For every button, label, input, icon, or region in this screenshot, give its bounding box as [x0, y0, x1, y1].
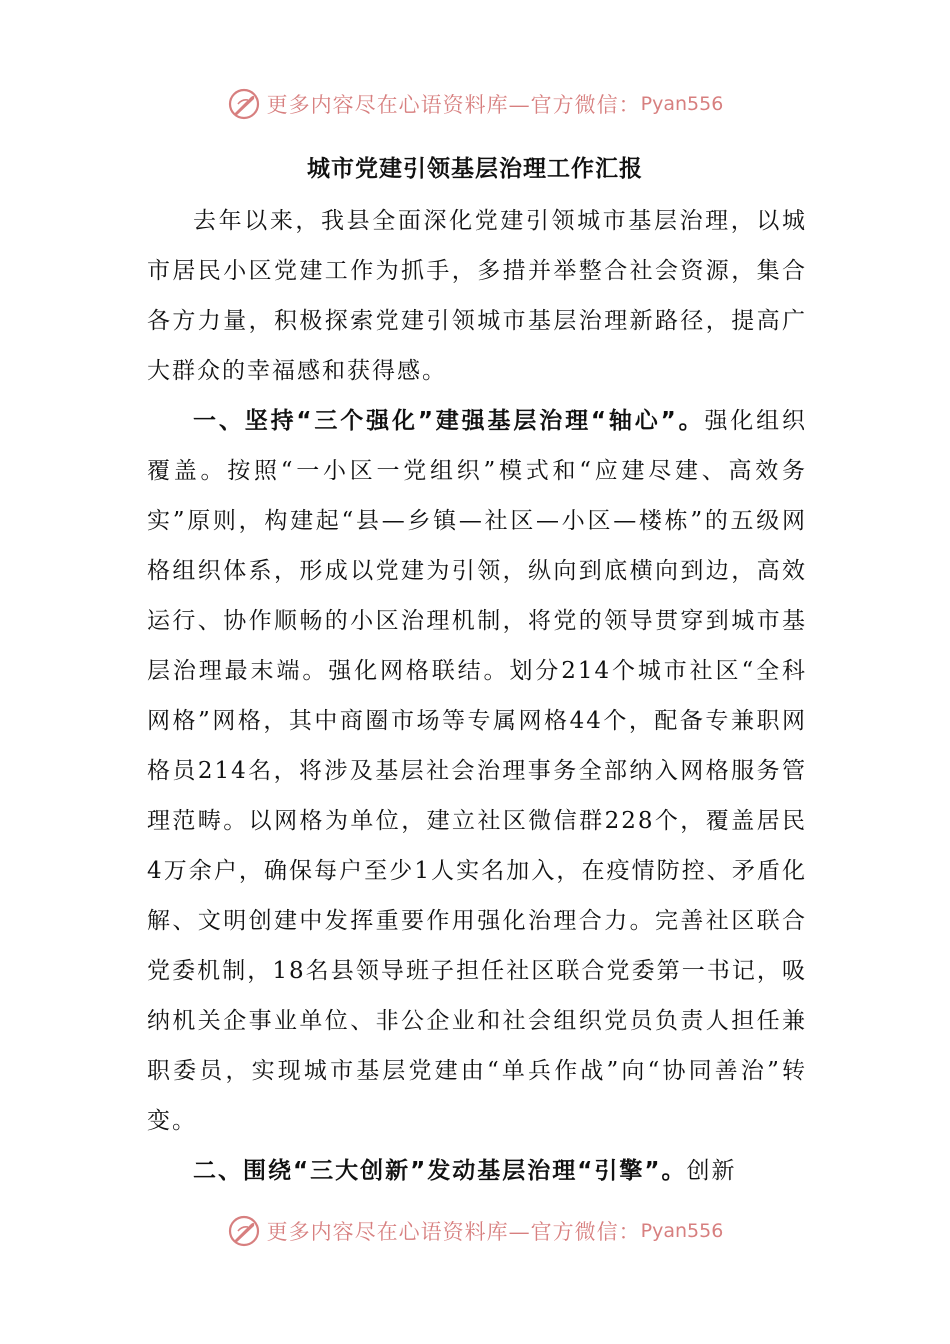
- watermark-account: Pyan556: [640, 93, 724, 115]
- section-1-paragraph: [147, 396, 807, 1146]
- pen-leaf-logo-icon: [227, 87, 261, 121]
- document-title: 城市党建引领基层治理工作汇报: [307, 156, 643, 182]
- watermark-header: [0, 84, 950, 124]
- section-2-body: 创新: [686, 1158, 737, 1184]
- document-body: [147, 196, 807, 1196]
- section-2-heading: 二、围绕“三大创新”发动基层治理“引擎”。: [193, 1158, 687, 1184]
- watermark-account: Pyan556: [640, 1220, 724, 1242]
- pen-leaf-logo-icon: [227, 1214, 261, 1248]
- watermark-text: 更多内容尽在心语资料库—官方微信：: [266, 93, 641, 117]
- section-2-paragraph: [147, 1146, 807, 1196]
- intro-paragraph: 去年以来，我县全面深化党建引领城市基层治理，以城市居民小区党建工作为抓手，多措并举整合社会资源，集合各方力量，积极探索党建引领城市基层治理新路径，提高广大群众的幸福感和获得感。: [147, 208, 807, 384]
- section-1-body: 强化组织覆盖。按照“一小区一党组织”模式和“应建尽建、高效务实”原则，构建起“县—乡镇—社区—小区—楼栋”的五级网格组织体系，形成以党建为引领，纵向到底横向到边，高效运行、协作顺畅的小区治理机制，将党的领导贯穿到城市基层治理最末端。强化网格联结。划分214个城市社区“全科网格”网格，其中商圈市场等专属网格44个，配备专兼职网格员214名，将涉及基层社会治理事务全部纳入网格服务管理范畴。以网格为单位，建立社区微信群228个，覆盖居民4万余户，确保每户至少1人实名加入，在疫情防控、矛盾化解、文明创建中发挥重要作用强化治理合力。完善社区联合党委机制，18名县领导班子担任社区联合党委第一书记，吸纳机关企事业单位、非公企业和社会组织党员负责人担任兼职委员，实现城市基层党建由“单兵作战”向“协同善治”转变。: [147, 408, 808, 1134]
- section-1-heading: 一、坚持“三个强化”建强基层治理“轴心”。: [193, 408, 705, 434]
- watermark-text: 更多内容尽在心语资料库—官方微信：: [266, 1220, 641, 1244]
- watermark-footer: [0, 1211, 950, 1251]
